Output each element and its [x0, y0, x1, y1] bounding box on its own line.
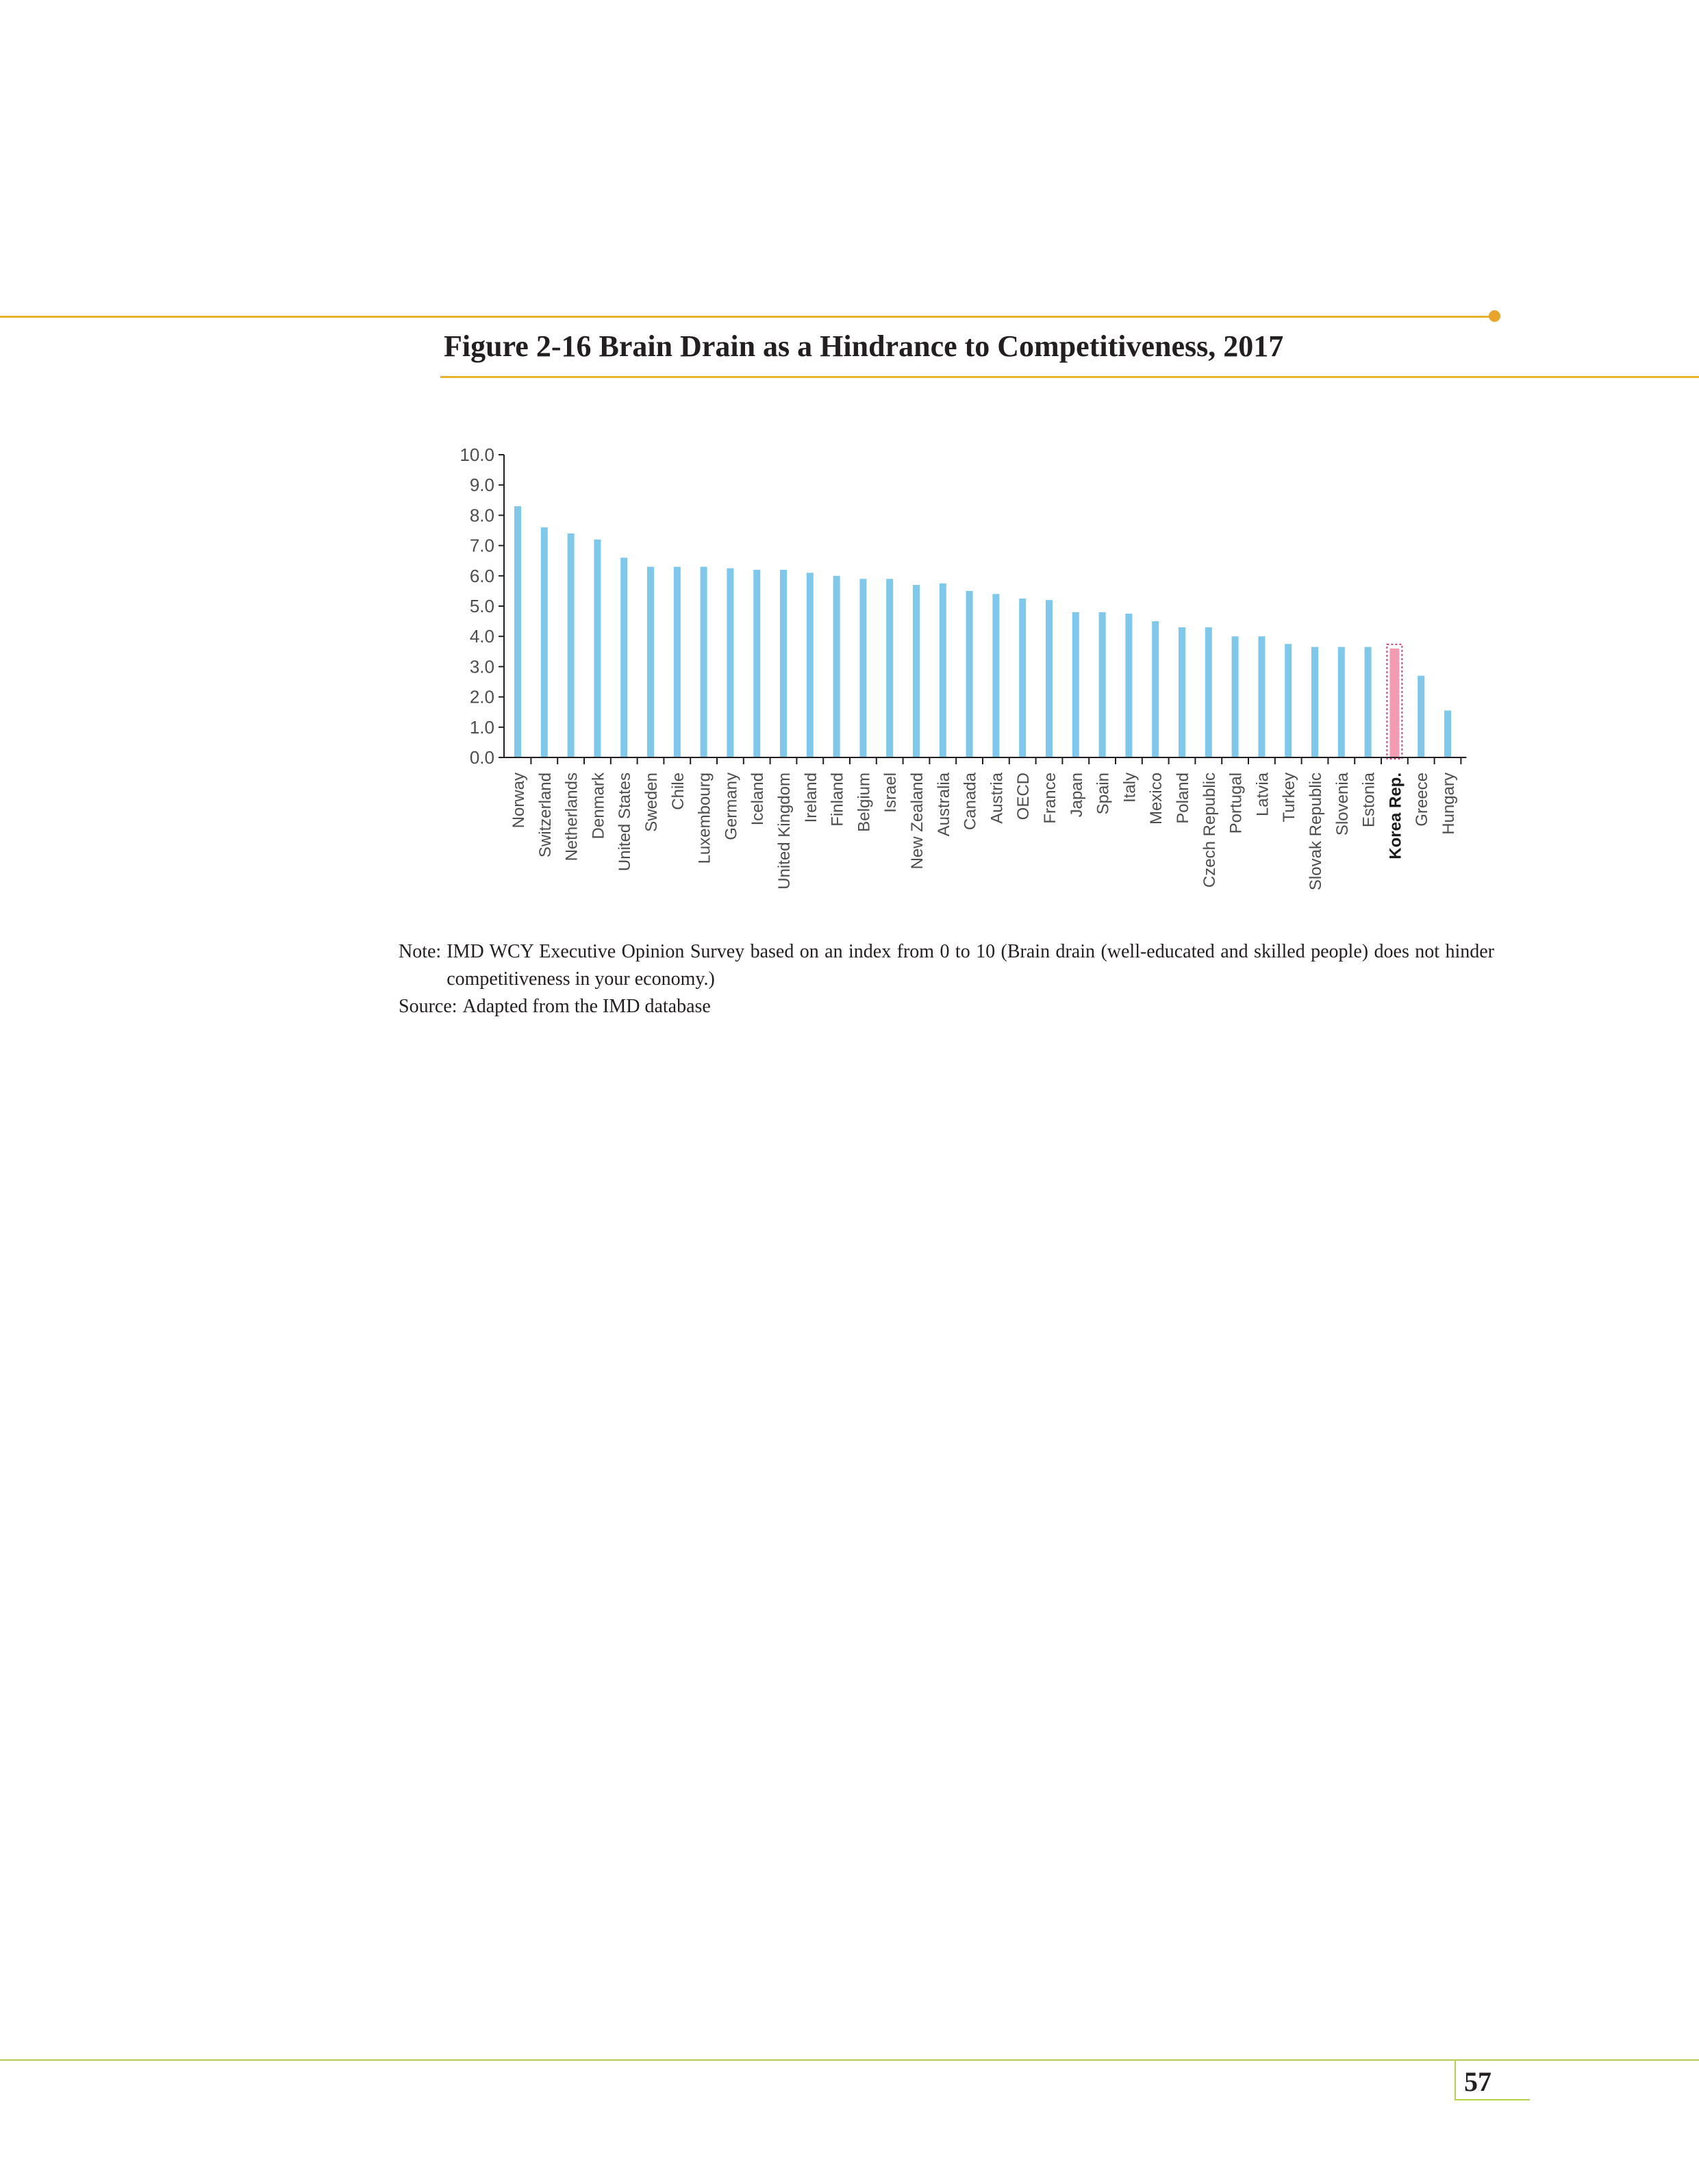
bar-slovak-republic	[1311, 647, 1318, 757]
figure-notes	[399, 938, 1494, 1020]
x-tick-label: Italy	[1120, 773, 1140, 803]
y-tick-label: 7.0	[469, 535, 494, 556]
bar-denmark	[594, 540, 601, 757]
x-tick-label: Portugal	[1226, 773, 1246, 834]
y-tick-label: 4.0	[469, 626, 494, 647]
bar-chile	[674, 567, 681, 757]
x-tick-label: Luxembourg	[695, 773, 714, 864]
footer-rule	[0, 2059, 1699, 2061]
x-tick-label: Latvia	[1253, 773, 1272, 817]
bar-united-states	[620, 557, 627, 757]
bar-belgium	[859, 579, 866, 757]
x-tick-label: New Zealand	[908, 773, 927, 870]
source-text: Adapted from the IMD database	[462, 996, 711, 1017]
x-tick-label: Poland	[1174, 773, 1192, 824]
x-tick-label: Spain	[1094, 773, 1113, 815]
bar-switzerland	[541, 527, 548, 757]
x-tick-label: Chile	[668, 773, 688, 810]
x-tick-label: United Kingdom	[775, 773, 794, 890]
y-tick-label: 1.0	[469, 716, 494, 738]
y-tick-label: 10.0	[460, 444, 494, 465]
x-tick-label: Greece	[1413, 773, 1432, 827]
x-tick-label: Estonia	[1359, 773, 1379, 828]
x-tick-label: Hungary	[1439, 773, 1458, 835]
x-tick-label: Slovak Republic	[1307, 773, 1325, 891]
bar-japan	[1072, 612, 1079, 757]
page-number: 57	[1464, 2066, 1492, 2097]
bar-slovenia	[1338, 647, 1345, 757]
note-text: IMD WCY Executive Opinion Survey based on an index from 0 to 10 (Brain drain (well-educated and skilled people) does not hinder competitiveness in your economy.)	[446, 941, 1494, 990]
bar-chart	[411, 431, 1479, 911]
x-tick-label: Israel	[881, 773, 901, 813]
x-tick-label: Czech Republic	[1200, 773, 1219, 888]
x-tick-label: Canada	[961, 773, 980, 831]
bar-sweden	[647, 567, 654, 757]
y-tick-label: 3.0	[469, 656, 494, 677]
bar-poland	[1179, 627, 1185, 757]
bar-france	[1046, 600, 1053, 757]
x-tick-label: Iceland	[748, 773, 768, 826]
x-tick-label: United States	[616, 773, 635, 872]
x-tick-label: Austria	[987, 773, 1007, 824]
bar-israel	[886, 579, 893, 757]
x-tick-label: Sweden	[642, 773, 661, 832]
y-axis	[460, 444, 504, 768]
x-tick-label: Netherlands	[562, 773, 581, 862]
header-rule	[0, 316, 1496, 318]
source-line	[399, 993, 1494, 1020]
title-underline	[440, 376, 1699, 378]
bar-united-kingdom	[780, 570, 787, 757]
x-tick-label: Slovenia	[1333, 773, 1352, 836]
bar-mexico	[1152, 621, 1159, 757]
bar-canada	[966, 591, 973, 757]
x-tick-label: Germany	[722, 773, 741, 840]
x-tick-label: Denmark	[589, 773, 608, 840]
note-label: Note:	[399, 941, 442, 962]
x-tick-label: OECD	[1014, 773, 1033, 820]
x-tick-label: Mexico	[1147, 773, 1166, 825]
bar-hungary	[1444, 710, 1451, 757]
bar-finland	[833, 576, 840, 757]
bar-korea-rep	[1389, 649, 1399, 757]
page-number-box-bottom	[1455, 2099, 1530, 2100]
bar-oecd	[1019, 599, 1026, 757]
page-number-box-left	[1455, 2061, 1456, 2100]
x-tick-label: Ireland	[801, 773, 820, 823]
note-line	[399, 938, 1494, 993]
bar-new-zealand	[913, 585, 920, 757]
bar-estonia	[1365, 647, 1372, 757]
x-tick-label: Australia	[934, 773, 953, 837]
bar-portugal	[1232, 636, 1239, 757]
bar-latvia	[1258, 636, 1265, 757]
bars-group	[514, 506, 1451, 759]
y-tick-label: 9.0	[469, 475, 494, 496]
y-tick-label: 0.0	[469, 747, 494, 768]
bar-netherlands	[568, 534, 575, 757]
x-tick-label: Finland	[828, 773, 847, 827]
y-tick-label: 6.0	[469, 565, 494, 586]
bar-ireland	[807, 573, 814, 757]
x-tick-label: Korea Rep.	[1386, 773, 1405, 859]
y-tick-label: 8.0	[469, 505, 494, 526]
x-tick-label: Turkey	[1280, 773, 1299, 823]
y-tick-label: 5.0	[469, 596, 494, 616]
y-tick-label: 2.0	[469, 686, 494, 707]
bar-spain	[1099, 612, 1106, 757]
x-tick-label: Belgium	[855, 773, 874, 832]
x-tick-label: France	[1041, 773, 1059, 824]
x-axis	[504, 757, 1466, 890]
bar-australia	[940, 583, 946, 757]
x-tick-label: Japan	[1067, 773, 1086, 818]
x-tick-label: Norway	[509, 773, 528, 829]
bar-germany	[727, 568, 733, 757]
x-tick-label: Switzerland	[536, 773, 555, 858]
source-label: Source:	[399, 996, 457, 1017]
bar-austria	[992, 594, 999, 757]
bar-czech-republic	[1205, 627, 1212, 757]
bar-iceland	[753, 570, 760, 757]
bar-norway	[514, 506, 521, 757]
header-rule-dot	[1489, 310, 1500, 322]
bar-luxembourg	[701, 567, 707, 757]
bar-greece	[1418, 676, 1424, 757]
bar-italy	[1125, 614, 1132, 757]
bar-turkey	[1285, 644, 1292, 757]
figure-title: Figure 2-16 Brain Drain as a Hindrance to Competitiveness, 2017	[444, 329, 1284, 363]
